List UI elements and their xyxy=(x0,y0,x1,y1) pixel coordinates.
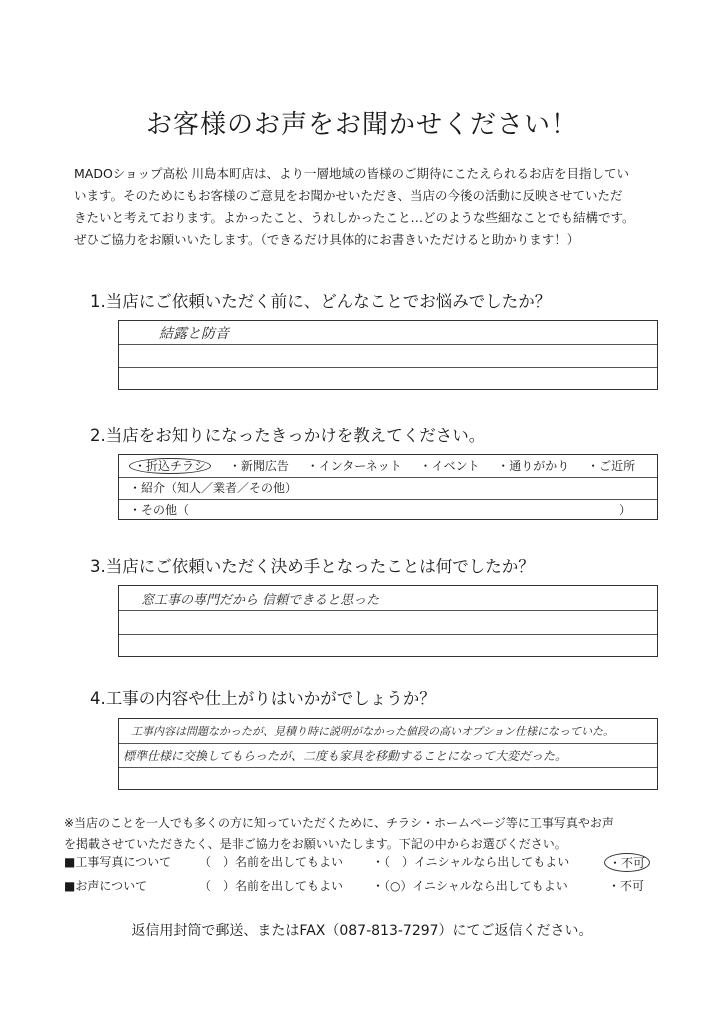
intro-line: います。そのためにもお客様のご意見をお聞かせいただき、当店の今後の活動に反映させていただ xyxy=(74,188,623,203)
question-3-answer-box[interactable] xyxy=(118,585,658,657)
option-neighborhood[interactable]: ・ご近所 xyxy=(587,459,636,473)
option-internet[interactable]: ・インターネット xyxy=(306,459,402,473)
question-4-answer-line-2: 標準仕様に交換してもらったが、二度も家具を移動することになって大変だった。 xyxy=(123,749,568,763)
permission-photo-row xyxy=(64,853,664,873)
option-row-1 xyxy=(119,455,657,477)
option-other-close: ） xyxy=(619,503,632,517)
question-2-label: 2.当店をお知りになったきっかけを教えてください。 xyxy=(90,426,486,445)
ruled-line xyxy=(119,743,657,744)
option-flyer[interactable]: ・折込チラシ xyxy=(129,458,211,474)
option-referral[interactable]: ・紹介（知人／業者／その他） xyxy=(129,481,298,495)
intro-line: ぜひご協力をお願いいたします。（できるだけ具体的にお書きいただけると助かります！） xyxy=(74,232,580,247)
option-event[interactable]: ・イベント xyxy=(419,459,480,473)
intro-text xyxy=(74,163,674,251)
publication-notes xyxy=(64,813,664,855)
ruled-line xyxy=(119,344,657,345)
permission-photo-name[interactable]: （ ）名前を出してもよい xyxy=(199,855,344,869)
notes-line: ※当店のことを一人でも多くの方に知っていただくために、チラシ・ホームページ等に工事写真やお声 xyxy=(64,816,614,830)
question-1-answer: 結露と防音 xyxy=(159,326,229,342)
ruled-line xyxy=(119,634,657,635)
permission-voice-initials[interactable]: ・（○）イニシャルなら出してもよい xyxy=(372,879,568,893)
page-title: お客様のお声をお聞かせください！ xyxy=(145,110,578,140)
ruled-line xyxy=(119,610,657,611)
question-1-answer-box[interactable] xyxy=(118,320,658,390)
question-4-answer-box[interactable] xyxy=(118,718,658,790)
option-newspaper[interactable]: ・新聞広告 xyxy=(228,459,289,473)
intro-line: きたいと考えております。よかったこと、うれしかったこと…どのような些細なことでも結構です。 xyxy=(74,210,635,225)
permission-voice-refuse[interactable]: ・不可 xyxy=(608,879,645,893)
question-1-label: 1.当店にご依頼いただく前に、どんなことでお悩みでしたか？ xyxy=(90,292,552,311)
permission-voice-label: ■お声について xyxy=(64,879,148,893)
option-other[interactable]: ・その他（ xyxy=(129,503,190,517)
footer-instructions: 返信用封筒で郵送、またはFAX（087-813-7297）にてご返信ください。 xyxy=(131,923,593,939)
option-passing-by[interactable]: ・通りがかり xyxy=(497,459,570,473)
question-3-answer: 窓工事の専門だから 信頼できると思った xyxy=(141,593,380,608)
permission-voice-name[interactable]: （ ）名前を出してもよい xyxy=(199,879,344,893)
permission-photo-refuse[interactable]: ・不可 xyxy=(604,853,650,872)
question-2-options-box xyxy=(118,454,658,520)
permission-voice-row xyxy=(64,877,664,897)
option-row-2 xyxy=(119,477,657,499)
question-3-label: 3.当店にご依頼いただく決め手となったことは何でしたか？ xyxy=(90,557,535,576)
ruled-line xyxy=(119,767,657,768)
question-4-label: 4.工事の内容や仕上がりはいかがでしょうか？ xyxy=(90,689,436,708)
ruled-line xyxy=(119,367,657,368)
permission-photo-initials[interactable]: ・（ ）イニシャルなら出してもよい xyxy=(372,855,570,869)
intro-line: MADOショップ高松 川島本町店は、より一層地域の皆様のご期待にこたえられるお店を目指してい xyxy=(74,166,630,181)
option-row-3 xyxy=(119,499,657,521)
permission-photo-label: ■工事写真について xyxy=(64,855,172,869)
question-4-answer-line-1: 工事内容は問題なかったが、見積り時に説明がなかった値段の高いオプション仕様になっていた。 xyxy=(131,725,615,738)
notes-line: を掲載させていただきたく、是非ご協力をお願いいたします。下記の中からお選びください。 xyxy=(64,837,567,851)
